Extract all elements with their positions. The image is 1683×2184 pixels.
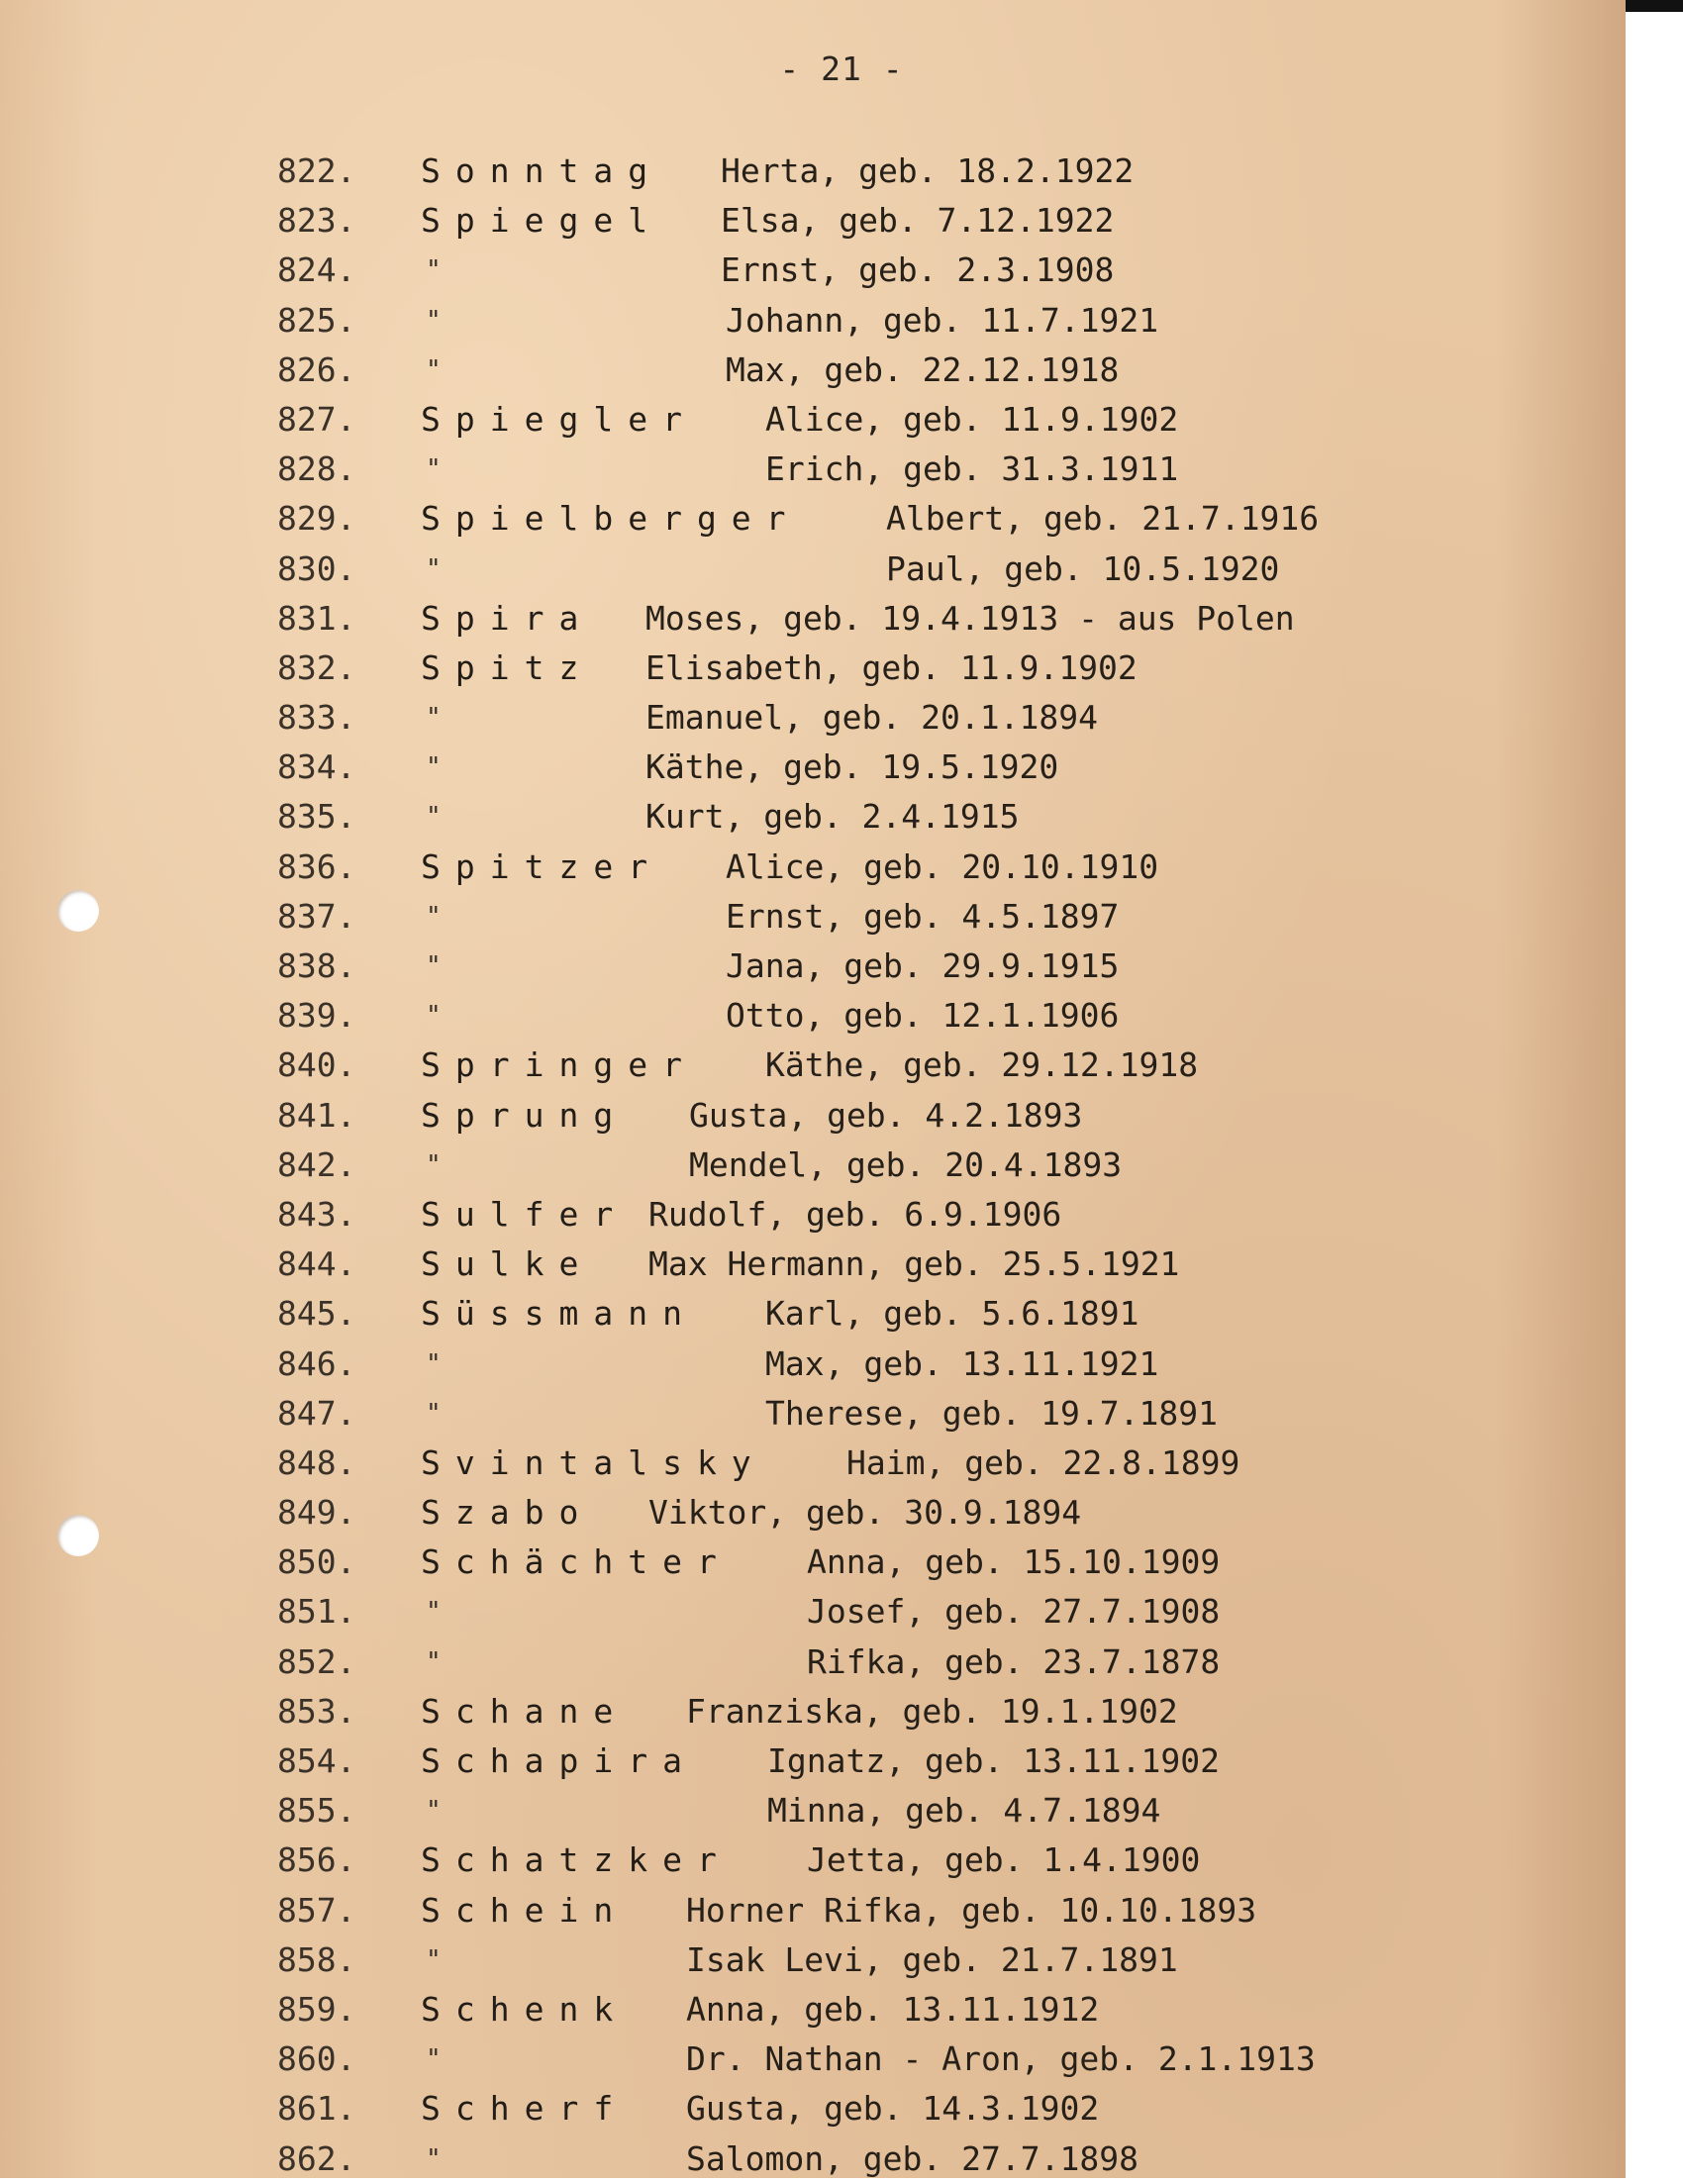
list-item <box>0 991 1626 1041</box>
entry-number: 839. <box>277 996 356 1036</box>
entry-detail: Käthe, geb. 19.5.1920 <box>645 747 1059 787</box>
entry-detail: Otto, geb. 12.1.1906 <box>726 996 1120 1036</box>
entry-detail: Ernst, geb. 2.3.1908 <box>721 250 1115 290</box>
entry-surname: Spiegel <box>421 201 663 241</box>
list-item <box>0 2084 1626 2134</box>
ditto-mark: " <box>426 752 442 783</box>
entry-number: 840. <box>277 1045 356 1085</box>
entry-number: 858. <box>277 1939 356 1979</box>
entry-number: 845. <box>277 1294 356 1334</box>
page-number: - 21 - <box>779 50 904 88</box>
ditto-mark: " <box>426 1348 442 1379</box>
entry-number: 827. <box>277 399 356 439</box>
entry-number: 847. <box>277 1393 356 1433</box>
entry-detail: Rifka, geb. 23.7.1878 <box>807 1641 1221 1681</box>
list-item <box>0 594 1626 644</box>
entry-surname: Schatzker <box>421 1840 732 1880</box>
entry-detail: Salomon, geb. 27.7.1898 <box>686 2138 1138 2178</box>
entry-number: 833. <box>277 698 356 738</box>
entry-detail: Rudolf, geb. 6.9.1906 <box>648 1194 1062 1234</box>
entry-number: 838. <box>277 946 356 985</box>
list-item <box>0 1737 1626 1786</box>
entry-detail: Therese, geb. 19.7.1891 <box>765 1393 1218 1433</box>
entry-surname: Sulke <box>421 1244 594 1284</box>
entry-number: 841. <box>277 1095 356 1135</box>
entry-detail: Käthe, geb. 29.12.1918 <box>765 1045 1199 1085</box>
entry-number: 850. <box>277 1542 356 1582</box>
entry-surname: Spitzer <box>421 846 663 886</box>
entry-detail: Minna, geb. 4.7.1894 <box>767 1791 1161 1831</box>
ditto-mark: " <box>426 1944 442 1975</box>
ditto-mark: " <box>426 2143 442 2174</box>
list-item <box>0 1439 1626 1488</box>
entry-detail: Kurt, geb. 2.4.1915 <box>645 797 1020 837</box>
entry-detail: Viktor, geb. 30.9.1894 <box>648 1493 1082 1533</box>
entry-surname: Schächter <box>421 1542 732 1582</box>
list-item <box>0 545 1626 594</box>
entry-number: 825. <box>277 300 356 340</box>
ditto-mark: " <box>426 1796 442 1827</box>
list-item <box>0 843 1626 892</box>
entry-detail: Jetta, geb. 1.4.1900 <box>807 1840 1201 1880</box>
list-item <box>0 892 1626 942</box>
entry-surname: Süssmann <box>421 1294 697 1334</box>
entry-number: 859. <box>277 1989 356 2029</box>
entry-detail: Gusta, geb. 14.3.1902 <box>686 2089 1100 2129</box>
entry-number: 848. <box>277 1442 356 1482</box>
entry-detail: Elisabeth, geb. 11.9.1902 <box>645 647 1138 687</box>
list-item <box>0 296 1626 346</box>
entry-detail: Moses, geb. 19.4.1913 - aus Polen <box>645 598 1295 638</box>
entry-number: 855. <box>277 1791 356 1831</box>
entry-detail: Anna, geb. 15.10.1909 <box>807 1542 1221 1582</box>
entry-detail: Franziska, geb. 19.1.1902 <box>686 1691 1178 1731</box>
entry-detail: Dr. Nathan - Aron, geb. 2.1.1913 <box>686 2039 1316 2079</box>
list-item <box>0 1190 1626 1240</box>
ditto-mark: " <box>426 553 442 584</box>
list-item <box>0 147 1626 196</box>
entry-detail: Herta, geb. 18.2.1922 <box>721 151 1135 190</box>
list-item <box>0 2134 1626 2184</box>
entry-surname: Spiegler <box>421 399 697 439</box>
list-item <box>0 395 1626 445</box>
ditto-mark: " <box>426 1398 442 1429</box>
entry-surname: Schein <box>421 1890 629 1930</box>
ditto-mark: " <box>426 255 442 286</box>
list-item <box>0 1289 1626 1339</box>
entry-detail: Max, geb. 13.11.1921 <box>765 1343 1159 1383</box>
entry-surname: Sonntag <box>421 151 663 190</box>
list-item <box>0 1836 1626 1885</box>
list-item <box>0 792 1626 842</box>
list-item <box>0 644 1626 693</box>
entry-surname: Spitz <box>421 647 594 687</box>
list-item <box>0 2035 1626 2084</box>
list-item <box>0 494 1626 544</box>
list-item <box>0 1041 1626 1090</box>
entry-detail: Haim, geb. 22.8.1899 <box>846 1442 1240 1482</box>
entry-number: 854. <box>277 1741 356 1780</box>
entry-detail: Max, geb. 22.12.1918 <box>726 349 1120 389</box>
scan-corner-mark <box>1626 0 1683 12</box>
list-item <box>0 693 1626 743</box>
list-item <box>0 246 1626 295</box>
list-item <box>0 1340 1626 1389</box>
entry-number: 835. <box>277 797 356 837</box>
list-item <box>0 1389 1626 1439</box>
list-item <box>0 942 1626 991</box>
entry-detail: Anna, geb. 13.11.1912 <box>686 1989 1100 2029</box>
entry-number: 837. <box>277 896 356 936</box>
entry-number: 853. <box>277 1691 356 1731</box>
list-item <box>0 743 1626 792</box>
entry-detail: Ignatz, geb. 13.11.1902 <box>767 1741 1220 1780</box>
list-item <box>0 1488 1626 1538</box>
entry-surname: Sulfer <box>421 1194 629 1234</box>
entry-detail: Albert, geb. 21.7.1916 <box>886 499 1320 539</box>
name-list <box>0 147 1626 2184</box>
entry-number: 844. <box>277 1244 356 1284</box>
ditto-mark: " <box>426 454 442 485</box>
ditto-mark: " <box>426 1597 442 1628</box>
list-item <box>0 1091 1626 1141</box>
entry-detail: Jana, geb. 29.9.1915 <box>726 946 1120 985</box>
entry-number: 831. <box>277 598 356 638</box>
entry-number: 851. <box>277 1592 356 1632</box>
list-item <box>0 1886 1626 1936</box>
entry-detail: Alice, geb. 11.9.1902 <box>765 399 1179 439</box>
ditto-mark: " <box>426 951 442 981</box>
entry-detail: Gusta, geb. 4.2.1893 <box>689 1095 1083 1135</box>
ditto-mark: " <box>426 1001 442 1032</box>
list-item <box>0 1587 1626 1637</box>
entry-number: 830. <box>277 548 356 588</box>
entry-number: 829. <box>277 499 356 539</box>
entry-detail: Elsa, geb. 7.12.1922 <box>721 201 1115 241</box>
list-item <box>0 1538 1626 1587</box>
entry-surname: Svintalsky <box>421 1442 766 1482</box>
list-item <box>0 1141 1626 1190</box>
entry-number: 836. <box>277 846 356 886</box>
entry-detail: Emanuel, geb. 20.1.1894 <box>645 698 1098 738</box>
entry-surname: Scherf <box>421 2089 629 2129</box>
entry-detail: Isak Levi, geb. 21.7.1891 <box>686 1939 1178 1979</box>
entry-detail: Horner Rifka, geb. 10.10.1893 <box>686 1890 1257 1930</box>
ditto-mark: " <box>426 802 442 833</box>
entry-detail: Alice, geb. 20.10.1910 <box>726 846 1159 886</box>
entry-surname: Spielberger <box>421 499 801 539</box>
entry-detail: Max Hermann, geb. 25.5.1921 <box>648 1244 1180 1284</box>
entry-number: 861. <box>277 2089 356 2129</box>
list-item <box>0 1936 1626 1985</box>
entry-surname: Spira <box>421 598 594 638</box>
entry-number: 860. <box>277 2039 356 2079</box>
entry-surname: Sprung <box>421 1095 629 1135</box>
list-item <box>0 1240 1626 1289</box>
list-item <box>0 1786 1626 1836</box>
entry-surname: Schenk <box>421 1989 629 2029</box>
ditto-mark: " <box>426 703 442 734</box>
list-item <box>0 1638 1626 1687</box>
entry-detail: Paul, geb. 10.5.1920 <box>886 548 1280 588</box>
entry-detail: Josef, geb. 27.7.1908 <box>807 1592 1221 1632</box>
ditto-mark: " <box>426 1149 442 1180</box>
entry-number: 828. <box>277 449 356 489</box>
list-item <box>0 196 1626 246</box>
entry-number: 842. <box>277 1144 356 1184</box>
entry-number: 822. <box>277 151 356 190</box>
entry-detail: Mendel, geb. 20.4.1893 <box>689 1144 1123 1184</box>
entry-number: 834. <box>277 747 356 787</box>
scan-margin <box>1626 0 1683 2178</box>
entry-number: 849. <box>277 1493 356 1533</box>
entry-detail: Ernst, geb. 4.5.1897 <box>726 896 1120 936</box>
list-item <box>0 346 1626 395</box>
entry-surname: Schane <box>421 1691 629 1731</box>
entry-number: 846. <box>277 1343 356 1383</box>
entry-surname: Springer <box>421 1045 697 1085</box>
entry-number: 843. <box>277 1194 356 1234</box>
entry-number: 823. <box>277 201 356 241</box>
entry-number: 856. <box>277 1840 356 1880</box>
ditto-mark: " <box>426 2044 442 2075</box>
ditto-mark: " <box>426 901 442 932</box>
entry-number: 826. <box>277 349 356 389</box>
entry-number: 862. <box>277 2138 356 2178</box>
ditto-mark: " <box>426 354 442 385</box>
list-item <box>0 445 1626 494</box>
entry-number: 852. <box>277 1641 356 1681</box>
ditto-mark: " <box>426 1646 442 1677</box>
entry-number: 857. <box>277 1890 356 1930</box>
entry-detail: Erich, geb. 31.3.1911 <box>765 449 1179 489</box>
entry-detail: Karl, geb. 5.6.1891 <box>765 1294 1139 1334</box>
list-item <box>0 1687 1626 1737</box>
entry-detail: Johann, geb. 11.7.1921 <box>726 300 1159 340</box>
list-item <box>0 1985 1626 2035</box>
entry-surname: Szabo <box>421 1493 594 1533</box>
entry-surname: Schapira <box>421 1741 697 1780</box>
entry-number: 832. <box>277 647 356 687</box>
entry-number: 824. <box>277 250 356 290</box>
ditto-mark: " <box>426 305 442 336</box>
